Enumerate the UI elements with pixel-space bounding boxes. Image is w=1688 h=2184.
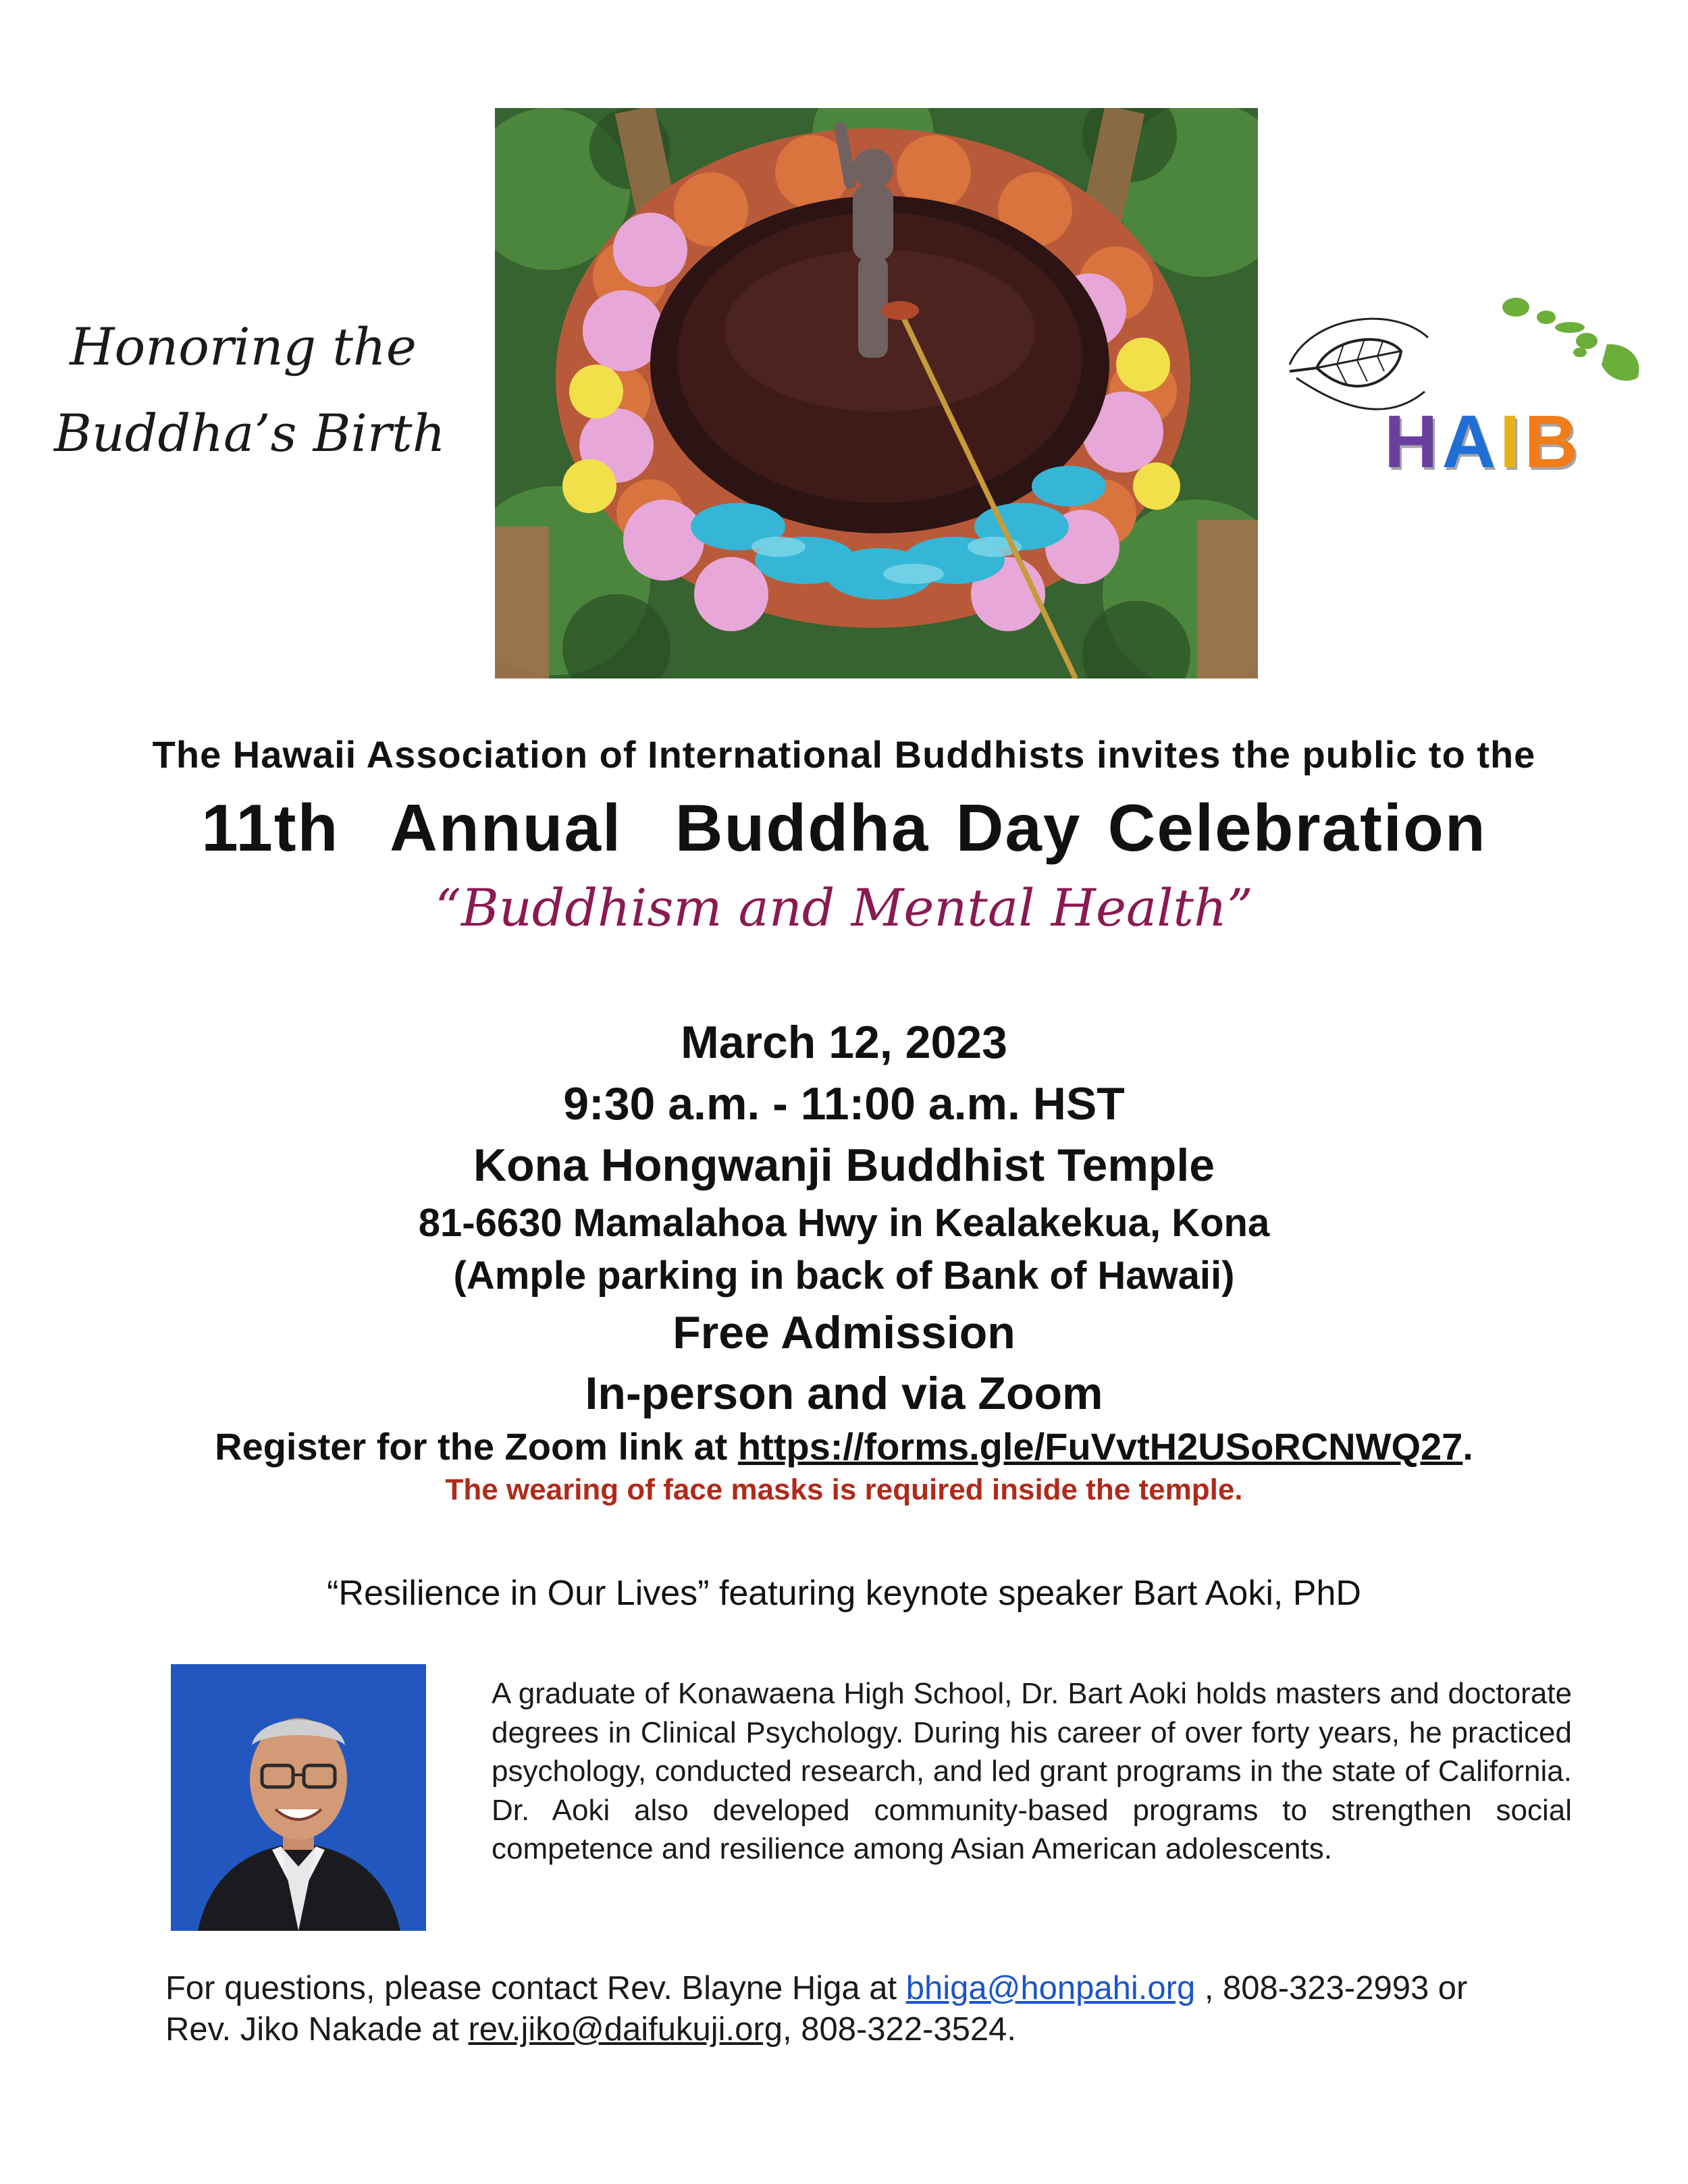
email-link-jiko[interactable]: rev.jiko@daifukuji.org: [468, 2011, 783, 2048]
contact-prefix-1: For questions, please contact Rev. Blayne Higa at: [165, 1970, 906, 2006]
contact-info: [165, 1968, 1577, 2050]
invitation-line: The Hawaii Association of International Buddhists invites the public to the: [152, 733, 1536, 776]
event-time: 9:30 a.m. - 11:00 a.m. HST: [563, 1078, 1125, 1129]
speaker-photo: [171, 1664, 426, 1931]
attendance-mode: In-person and via Zoom: [585, 1368, 1103, 1419]
tagline-line-2: Buddha’s Birth: [54, 403, 446, 463]
event-venue: Kona Hongwanji Buddhist Temple: [473, 1140, 1215, 1191]
register-suffix: .: [1462, 1425, 1473, 1468]
wordmark-letter: I: [1499, 400, 1525, 483]
event-theme: “Buddhism and Mental Health”: [435, 878, 1253, 938]
tagline: [54, 304, 446, 477]
hero-photo-baby-buddha: [495, 108, 1258, 678]
register-line: [0, 1424, 1688, 1468]
email-link-bhiga[interactable]: bhiga@honpahi.org: [905, 1970, 1196, 2006]
contact-line-1: [165, 1968, 1577, 2009]
register-prefix: Register for the Zoom link at: [215, 1425, 738, 1468]
wordmark-letter: A: [1442, 400, 1500, 483]
wordmark-letter: B: [1524, 400, 1582, 483]
contact-line-2: [165, 2009, 1577, 2050]
keynote-line: “Resilience in Our Lives” featuring keynote speaker Bart Aoki, PhD: [327, 1574, 1361, 1613]
parking-note: (Ample parking in back of Bank of Hawaii): [453, 1254, 1235, 1298]
haib-wordmark: [1384, 400, 1647, 483]
contact-suffix-1: , 808-323-2993 or: [1195, 1970, 1468, 2006]
speaker-portrait: [171, 1664, 426, 1931]
wordmark-letter: H: [1384, 400, 1442, 483]
hawaiian-islands-icon: [1499, 290, 1647, 385]
event-date: March 12, 2023: [681, 1017, 1007, 1068]
contact-prefix-2: Rev. Jiko Nakade at: [165, 2011, 469, 2048]
tagline-line-1: Honoring the: [70, 317, 417, 377]
islands-map-graphic: [1499, 290, 1647, 385]
face-mask-notice: The wearing of face masks is required inside the temple.: [445, 1473, 1243, 1506]
admission-note: Free Admission: [672, 1307, 1016, 1358]
event-title: 11th Annual Buddha Day Celebration: [201, 791, 1487, 865]
contact-suffix-2: , 808-322-3524.: [783, 2011, 1016, 2048]
zoom-registration-link[interactable]: https://forms.gle/FuVvtH2USoRCNWQ27: [737, 1425, 1463, 1468]
event-address: 81-6630 Mamalahoa Hwy in Kealakekua, Kona: [418, 1201, 1270, 1245]
speaker-bio: A graduate of Konawaena High School, Dr. Bart Aoki holds masters and doctorate degrees in Clinical Psychology. During his career of over forty years, he practiced psychology, conducted research, and led grant programs in the state of California. Dr. Aoki also developed community-based programs to strengthen social competence and resilience among Asian American adolescents.: [492, 1677, 1572, 1865]
hero-photo-illustration: [495, 108, 1258, 678]
